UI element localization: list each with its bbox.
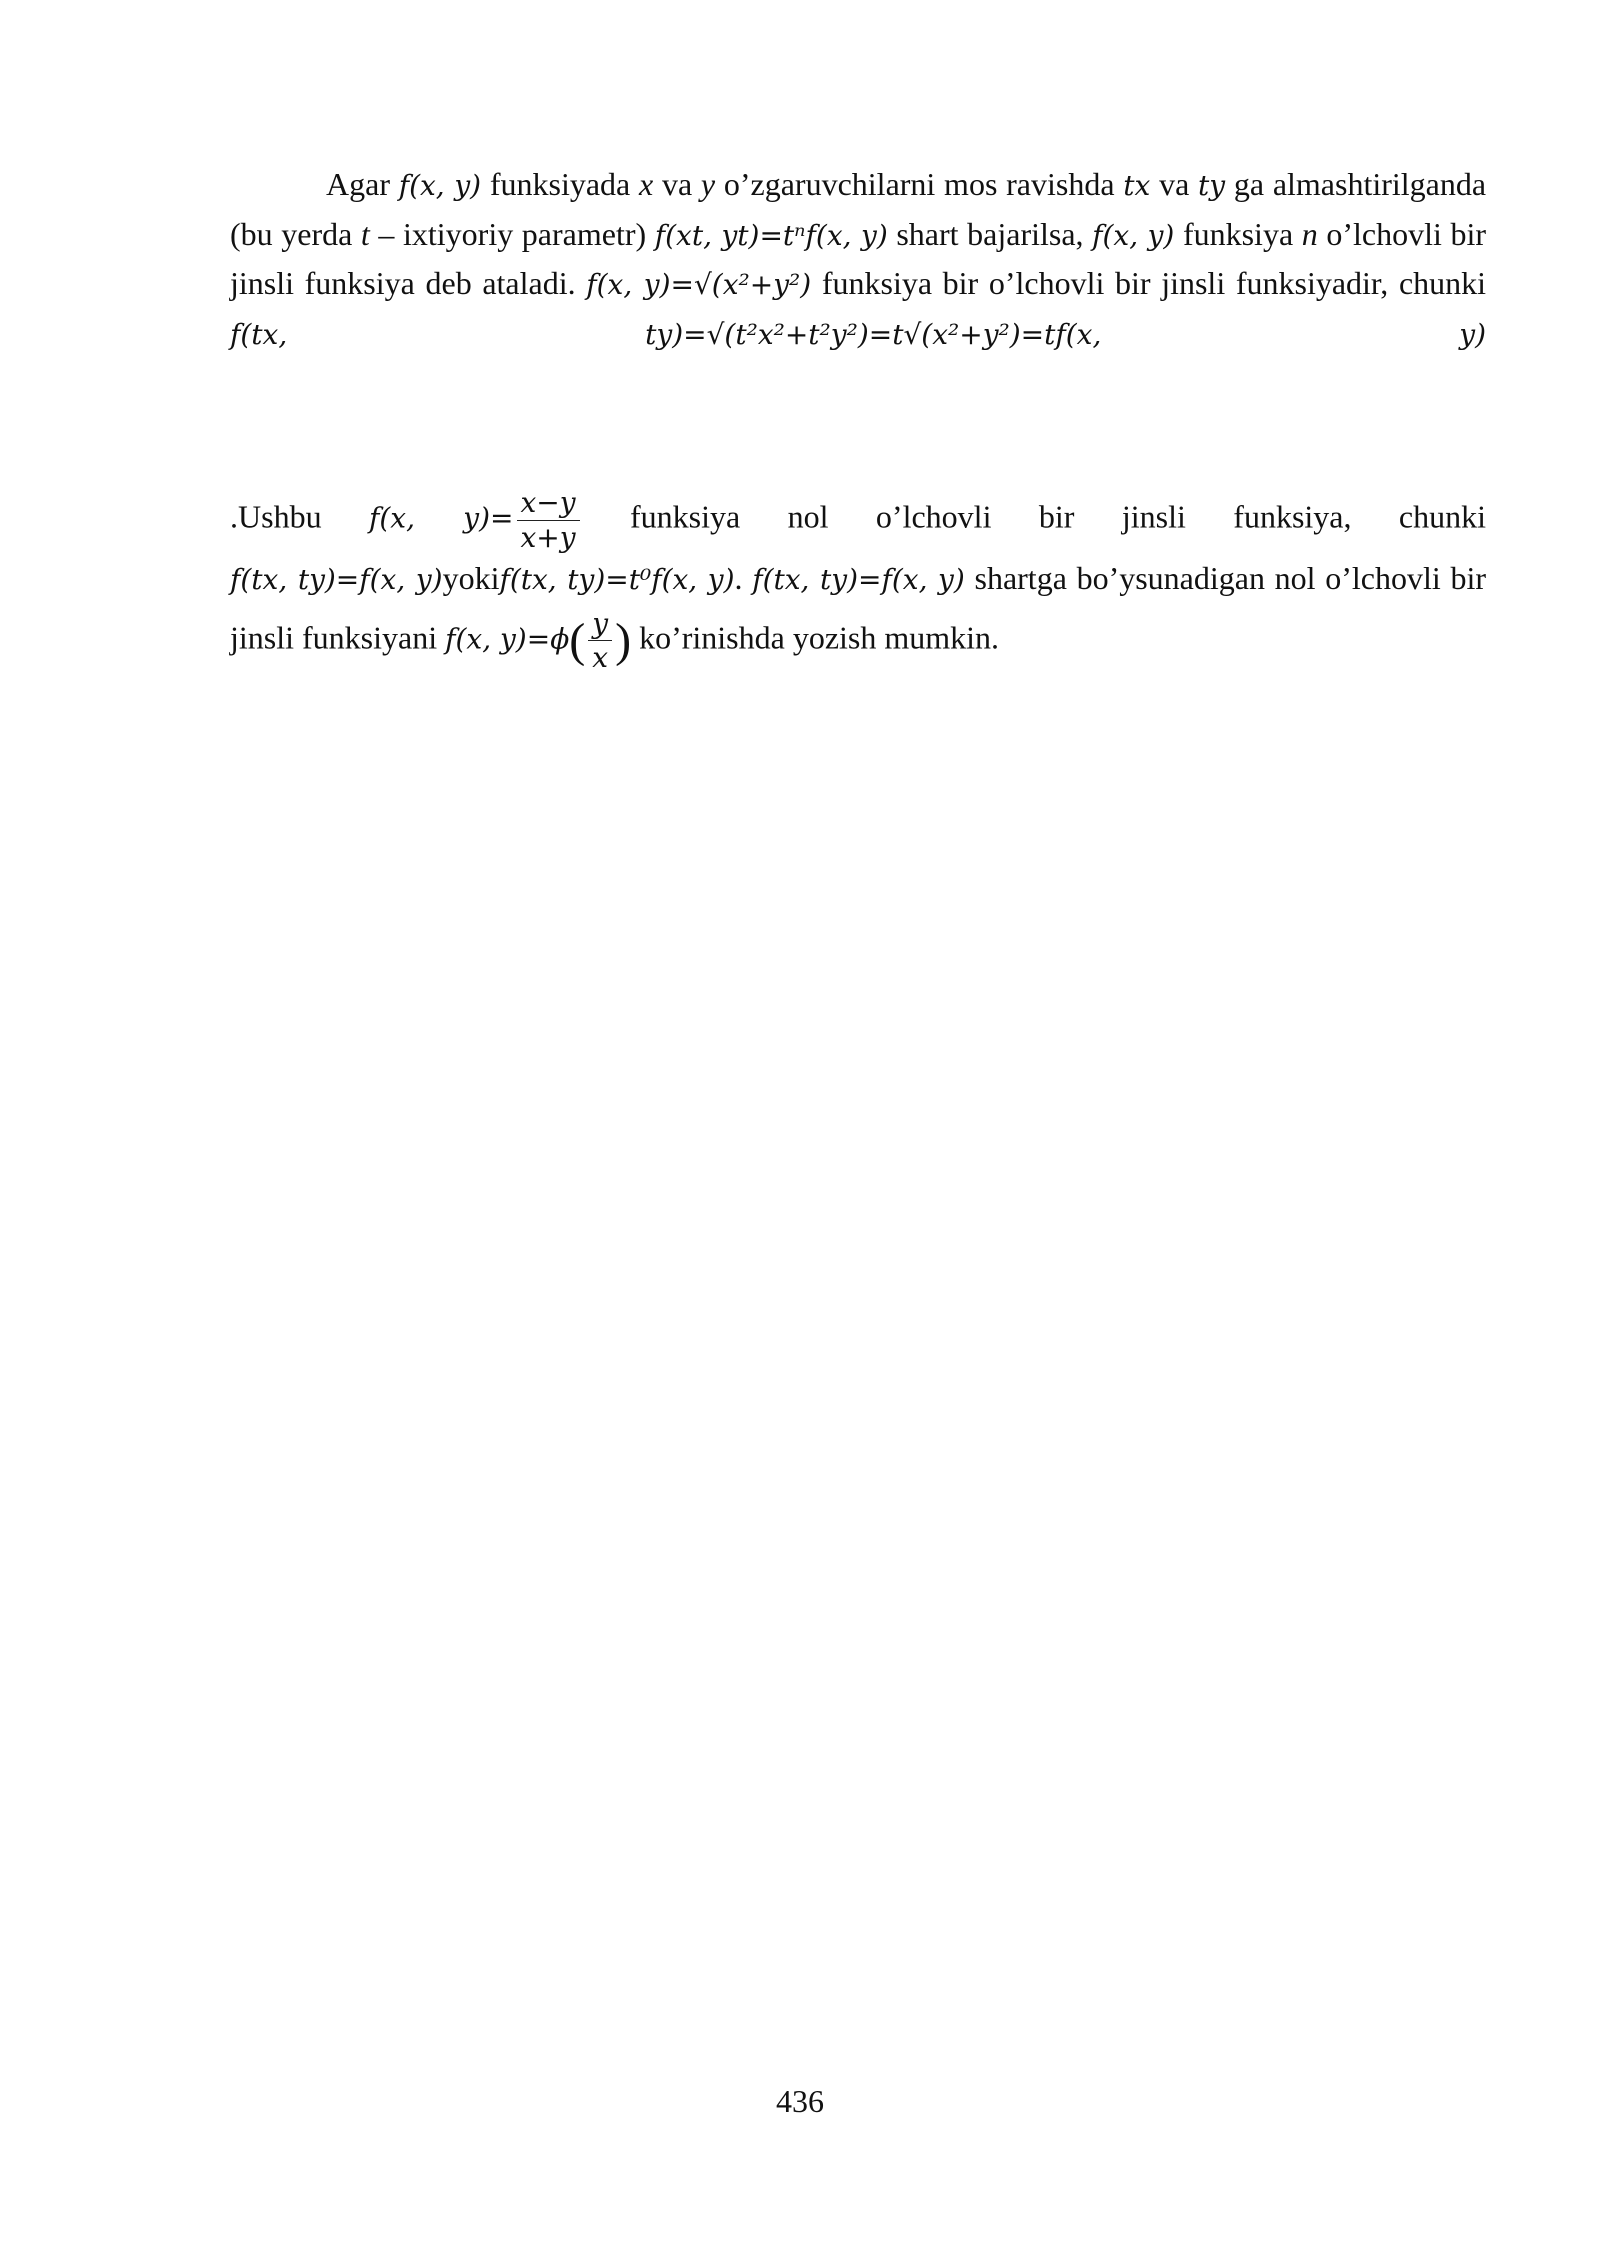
text-va-2: va xyxy=(1159,166,1190,202)
formula-eq1: f(tx, ty)=f(x, y) xyxy=(230,563,443,597)
formula-eq2: f(tx, ty)=t⁰f(x, y) xyxy=(499,563,735,597)
fraction-denominator-x: x xyxy=(588,640,612,675)
left-paren: ( xyxy=(569,613,586,667)
formula-ty: ty xyxy=(1198,169,1226,202)
fraction-denominator: x+y xyxy=(517,520,580,555)
fraction-numerator: x−y xyxy=(520,486,576,519)
text-olchovli: o’lchovli bir jinsli funksiya deb ataladi. xyxy=(230,215,1486,302)
fraction-y-over-x xyxy=(588,607,612,675)
formula-tx: tx xyxy=(1123,169,1151,202)
text-ga-almashtirilganda: ga almashtirilganda (bu yerda xyxy=(230,166,1487,252)
right-paren: ) xyxy=(615,613,632,667)
page-number: 436 xyxy=(776,2083,824,2119)
text-shart: shart bajarilsa, xyxy=(896,215,1084,252)
var-x: x xyxy=(639,166,654,202)
formula-f-xy: f(x, y) xyxy=(398,169,482,202)
formula-ratio-lhs: f(x, y)= xyxy=(368,501,514,535)
fraction-x-minus-y-over-x-plus-y xyxy=(517,486,580,554)
text-ozgaruvchilarni: o’zgaruvchilarni mos ravishda xyxy=(723,166,1115,202)
fraction-numerator-y: y xyxy=(592,606,609,640)
formula-phi-lhs: f(x, y)=ϕ xyxy=(445,622,570,656)
text-shartga: shartga bo’ysunadigan nol o’lchovli bir jinsli funksiyani xyxy=(230,560,1486,656)
formula-f-xy-2: f(x, y) xyxy=(1092,218,1175,252)
var-t: t xyxy=(360,215,370,252)
text-nol-olchovli: funksiya nol o’lchovli bir jinsli funksiya, chunki xyxy=(630,498,1487,535)
paragraph-zero-degree xyxy=(230,486,1486,678)
text-bir-olchovli: funksiya bir o’lchovli bir jinsli funksiyadir, chunki xyxy=(821,265,1487,302)
text-korinishda: ko’rinishda yozish mumkin. xyxy=(639,619,1000,656)
text-agar: Agar xyxy=(326,166,390,202)
formula-eq3: f(tx, ty)=f(x, y) xyxy=(752,563,965,597)
text-funksiya: funksiya xyxy=(1182,215,1294,252)
formula-proof: f(tx, ty)=√(t²x²+t²y²)=t√(x²+y²)=tf(x, y) xyxy=(230,317,1486,351)
var-y: y xyxy=(700,166,716,202)
text-va: va xyxy=(661,166,693,202)
text-parametr: – ixtiyoriy parametr) xyxy=(378,215,647,252)
formula-condition: f(xt, yt)=tⁿf(x, y) xyxy=(654,218,888,252)
var-n: n xyxy=(1301,215,1318,252)
text-dot: . xyxy=(734,560,743,597)
text-ushbu: .Ushbu xyxy=(230,498,322,535)
paragraph-definition xyxy=(230,160,1486,358)
text-funksiyada: funksiyada xyxy=(489,166,631,202)
text-yoki: yoki xyxy=(442,560,500,597)
formula-example: f(x, y)=√(x²+y²) xyxy=(586,268,812,302)
